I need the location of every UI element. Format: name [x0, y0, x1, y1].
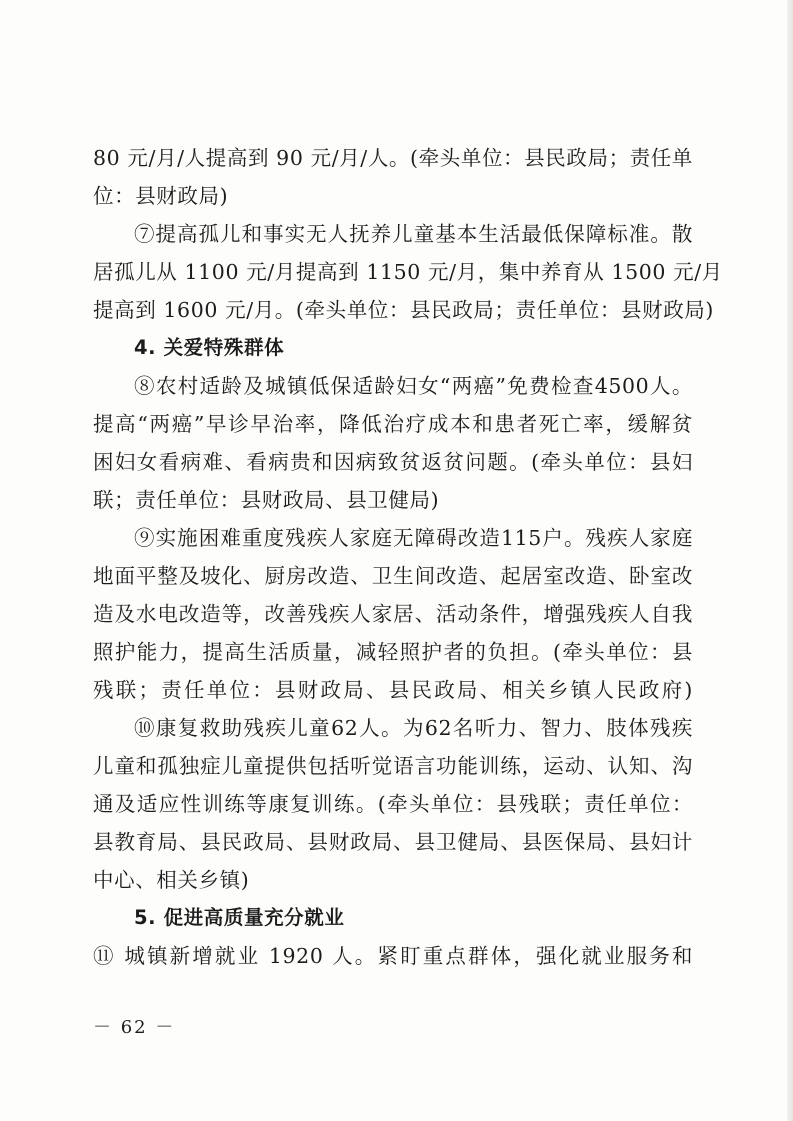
- text-line: ⑨实施困难重度残疾人家庭无障碍改造115户。残疾人家庭: [134, 526, 693, 550]
- text-line: ⑧农村适龄及城镇低保适龄妇女“两癌”免费检查4500人。: [134, 374, 693, 398]
- text-line: 80 元/月/人提高到 90 元/月/人。(牵头单位：县民政局；责任单: [93, 146, 693, 170]
- text-line: 联；责任单位：县财政局、县卫健局): [93, 488, 440, 512]
- text-line: 位：县财政局): [93, 184, 229, 208]
- text-line: ⑩康复救助残疾儿童62人。为62名听力、智力、肢体残疾: [134, 716, 693, 740]
- text-line: 儿童和孤独症儿童提供包括听觉语言功能训练，运动、认知、沟: [93, 754, 693, 778]
- section-heading: 4. 关爱特殊群体: [134, 336, 285, 359]
- text-line: 造及水电改造等，改善残疾人家居、活动条件，增强残疾人自我: [93, 602, 693, 626]
- scan-edge-shadow: [787, 0, 793, 1121]
- text-line: ⑦提高孤儿和事实无人抚养儿童基本生活最低保障标准。散: [134, 222, 693, 246]
- text-line: 地面平整及坡化、厨房改造、卫生间改造、起居室改造、卧室改: [93, 564, 693, 588]
- text-line: 中心、相关乡镇): [93, 868, 250, 892]
- text-line: 居孤儿从 1100 元/月提高到 1150 元/月，集中养育从 1500 元/月: [93, 260, 723, 284]
- text-line: 残联；责任单位：县财政局、县民政局、相关乡镇人民政府): [93, 678, 693, 702]
- text-line: 困妇女看病难、看病贵和因病致贫返贫问题。(牵头单位：县妇: [93, 450, 693, 474]
- text-line: ⑪ 城镇新增就业 1920 人。紧盯重点群体，强化就业服务和: [93, 944, 693, 968]
- text-line: 通及适应性训练等康复训练。(牵头单位：县残联；责任单位：: [93, 792, 693, 816]
- page-number: － 62 －: [93, 1017, 176, 1038]
- text-line: 照护能力，提高生活质量，减轻照护者的负担。(牵头单位：县: [93, 640, 693, 664]
- text-line: 县教育局、县民政局、县财政局、县卫健局、县医保局、县妇计: [93, 830, 693, 854]
- section-heading: 5. 促进高质量充分就业: [134, 906, 345, 929]
- text-line: 提高“两癌”早诊早治率，降低治疗成本和患者死亡率，缓解贫: [93, 412, 693, 436]
- text-line: 提高到 1600 元/月。(牵头单位：县民政局；责任单位：县财政局): [93, 298, 715, 322]
